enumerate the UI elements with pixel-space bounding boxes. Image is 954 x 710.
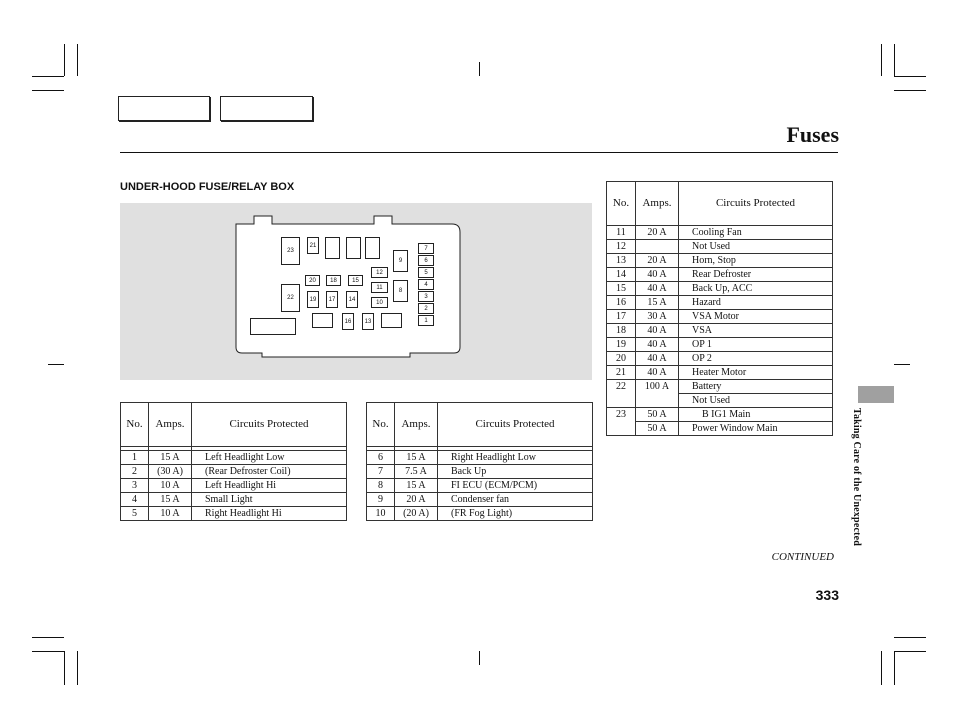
table-row xyxy=(367,451,593,465)
relay-box xyxy=(381,313,402,328)
col-circuits: Circuits Protected xyxy=(679,182,833,226)
table-header-row xyxy=(121,403,347,447)
col-no: No. xyxy=(367,403,395,447)
fuse-amps: 15 A xyxy=(636,296,679,310)
fuse-8: 8 xyxy=(393,280,408,302)
fuse-circuit: Back Up, ACC xyxy=(679,282,833,296)
fuse-circuit: Cooling Fan xyxy=(679,226,833,240)
fuse-17: 17 xyxy=(326,291,338,308)
fuse-no: 22 xyxy=(607,380,636,394)
fuse-circuit: Heater Motor xyxy=(679,366,833,380)
fuse-no: 18 xyxy=(607,324,636,338)
fuse-16: 16 xyxy=(342,313,354,330)
fuse-no xyxy=(607,422,636,436)
fuse-2: 2 xyxy=(418,303,434,314)
fuse-amps: 15 A xyxy=(395,451,438,465)
fuse-amps: 40 A xyxy=(636,282,679,296)
col-no: No. xyxy=(121,403,149,447)
section-title: UNDER-HOOD FUSE/RELAY BOX xyxy=(120,181,295,193)
fuse-table-1 xyxy=(120,402,347,521)
fuse-23: 23 xyxy=(281,237,300,265)
fuse-amps: 15 A xyxy=(149,493,192,507)
relay-box xyxy=(346,237,361,259)
page-title: Fuses xyxy=(786,122,839,147)
fuse-11: 11 xyxy=(371,282,388,293)
fuse-no: 23 xyxy=(607,408,636,422)
fuse-no: 6 xyxy=(367,451,395,465)
table-row xyxy=(607,352,833,366)
fuse-13: 13 xyxy=(362,313,374,330)
fuse-4: 4 xyxy=(418,279,434,290)
relay-box xyxy=(312,313,333,328)
fuse-amps: 50 A xyxy=(636,422,679,436)
fuse-no: 16 xyxy=(607,296,636,310)
continued-label: CONTINUED xyxy=(771,551,834,563)
col-amps: Amps. xyxy=(636,182,679,226)
fuse-14: 14 xyxy=(346,291,358,308)
fuse-circuit: Right Headlight Low xyxy=(438,451,593,465)
fuse-amps: 20 A xyxy=(636,226,679,240)
fuse-amps: 30 A xyxy=(636,310,679,324)
table-row xyxy=(121,465,347,479)
table-row xyxy=(607,310,833,324)
table-row xyxy=(121,493,347,507)
table-header-row xyxy=(607,182,833,226)
fuse-amps: 40 A xyxy=(636,268,679,282)
table-row xyxy=(367,465,593,479)
table-row xyxy=(367,507,593,521)
fuse-amps: 50 A xyxy=(636,408,679,422)
fuse-no: 12 xyxy=(607,240,636,254)
fuse-7: 7 xyxy=(418,243,434,254)
col-amps: Amps. xyxy=(149,403,192,447)
fuse-no: 15 xyxy=(607,282,636,296)
fuse-amps: 15 A xyxy=(149,451,192,465)
fuse-no: 9 xyxy=(367,493,395,507)
col-circuits: Circuits Protected xyxy=(192,403,347,447)
table-row xyxy=(607,226,833,240)
table-row xyxy=(367,493,593,507)
table-row xyxy=(607,338,833,352)
table-row xyxy=(607,366,833,380)
fuse-circuit: Not Used xyxy=(679,240,833,254)
fuse-amps: 40 A xyxy=(636,324,679,338)
fuse-circuit: Rear Defroster xyxy=(679,268,833,282)
fuse-12: 12 xyxy=(371,267,388,278)
table-header-row xyxy=(367,403,593,447)
fuse-circuit: Not Used xyxy=(679,394,833,408)
fuse-22: 22 xyxy=(281,284,300,312)
fuse-circuit: FI ECU (ECM/PCM) xyxy=(438,479,593,493)
fuse-21: 21 xyxy=(307,237,319,254)
fuse-amps: 20 A xyxy=(636,254,679,268)
fuse-no: 2 xyxy=(121,465,149,479)
fuse-circuit: OP 1 xyxy=(679,338,833,352)
fuse-amps: 20 A xyxy=(395,493,438,507)
fuse-20: 20 xyxy=(305,275,320,286)
fuse-amps: 100 A xyxy=(636,380,679,394)
fuse-circuit: Condenser fan xyxy=(438,493,593,507)
table-row xyxy=(607,268,833,282)
page-number: 333 xyxy=(815,587,839,603)
fuse-circuit: (FR Fog Light) xyxy=(438,507,593,521)
fuse-no: 3 xyxy=(121,479,149,493)
fuse-amps: 10 A xyxy=(149,479,192,493)
fuse-no: 21 xyxy=(607,366,636,380)
fuse-amps: (30 A) xyxy=(149,465,192,479)
relay-box xyxy=(325,237,340,259)
fuse-19: 19 xyxy=(307,291,319,308)
fuse-table-2 xyxy=(366,402,593,521)
fuse-3: 3 xyxy=(418,291,434,302)
chapter-tab-marker xyxy=(858,386,894,403)
fuse-amps xyxy=(636,394,679,408)
fuse-5: 5 xyxy=(418,267,434,278)
table-row xyxy=(121,451,347,465)
fuse-circuit: Right Headlight Hi xyxy=(192,507,347,521)
fuse-no: 10 xyxy=(367,507,395,521)
col-no: No. xyxy=(607,182,636,226)
fuse-no: 13 xyxy=(607,254,636,268)
fuse-1: 1 xyxy=(418,315,434,326)
fuse-circuit: Battery xyxy=(679,380,833,394)
fuse-amps xyxy=(636,240,679,254)
fuse-circuit: Small Light xyxy=(192,493,347,507)
connector-box xyxy=(250,318,296,335)
fuse-15: 15 xyxy=(348,275,363,286)
fuse-no: 19 xyxy=(607,338,636,352)
table-row xyxy=(607,422,833,436)
fuse-amps: 10 A xyxy=(149,507,192,521)
fuse-amps: 40 A xyxy=(636,352,679,366)
table-row xyxy=(607,394,833,408)
fuse-circuit: VSA Motor xyxy=(679,310,833,324)
fuse-amps: 15 A xyxy=(395,479,438,493)
relay-box xyxy=(365,237,380,259)
fuse-no: 14 xyxy=(607,268,636,282)
fuse-table-3 xyxy=(606,181,833,436)
col-amps: Amps. xyxy=(395,403,438,447)
fuse-box-diagram xyxy=(120,203,592,380)
table-row xyxy=(607,296,833,310)
table-row xyxy=(607,282,833,296)
fuse-circuit: OP 2 xyxy=(679,352,833,366)
fuse-no: 1 xyxy=(121,451,149,465)
fuse-circuit: (Rear Defroster Coil) xyxy=(192,465,347,479)
fuse-no: 7 xyxy=(367,465,395,479)
header-tab-1[interactable] xyxy=(118,96,210,121)
table-row xyxy=(121,479,347,493)
fuse-no: 8 xyxy=(367,479,395,493)
fuse-18: 18 xyxy=(326,275,341,286)
fuse-6: 6 xyxy=(418,255,434,266)
fuse-circuit: Left Headlight Hi xyxy=(192,479,347,493)
fuse-circuit: Hazard xyxy=(679,296,833,310)
fuse-no xyxy=(607,394,636,408)
fuse-amps: 40 A xyxy=(636,338,679,352)
table-row xyxy=(607,408,833,422)
table-row xyxy=(121,507,347,521)
fuse-no: 17 xyxy=(607,310,636,324)
fuse-10: 10 xyxy=(371,297,388,308)
title-rule xyxy=(120,152,838,153)
chapter-title-vertical: Taking Care of the Unexpected xyxy=(851,408,862,547)
col-circuits: Circuits Protected xyxy=(438,403,593,447)
fuse-circuit: B IG1 Main xyxy=(679,408,833,422)
fuse-no: 5 xyxy=(121,507,149,521)
fuse-no: 4 xyxy=(121,493,149,507)
fuse-circuit: Horn, Stop xyxy=(679,254,833,268)
header-tab-2[interactable] xyxy=(220,96,313,121)
fuse-amps: 7.5 A xyxy=(395,465,438,479)
table-row xyxy=(607,254,833,268)
table-row xyxy=(367,479,593,493)
fuse-amps: (20 A) xyxy=(395,507,438,521)
table-row xyxy=(607,240,833,254)
fuse-circuit: Back Up xyxy=(438,465,593,479)
fuse-9: 9 xyxy=(393,250,408,272)
fuse-no: 11 xyxy=(607,226,636,240)
table-row xyxy=(607,380,833,394)
fuse-amps: 40 A xyxy=(636,366,679,380)
fuse-no: 20 xyxy=(607,352,636,366)
fuse-circuit: Power Window Main xyxy=(679,422,833,436)
fuse-circuit: VSA xyxy=(679,324,833,338)
fuse-circuit: Left Headlight Low xyxy=(192,451,347,465)
table-row xyxy=(607,324,833,338)
